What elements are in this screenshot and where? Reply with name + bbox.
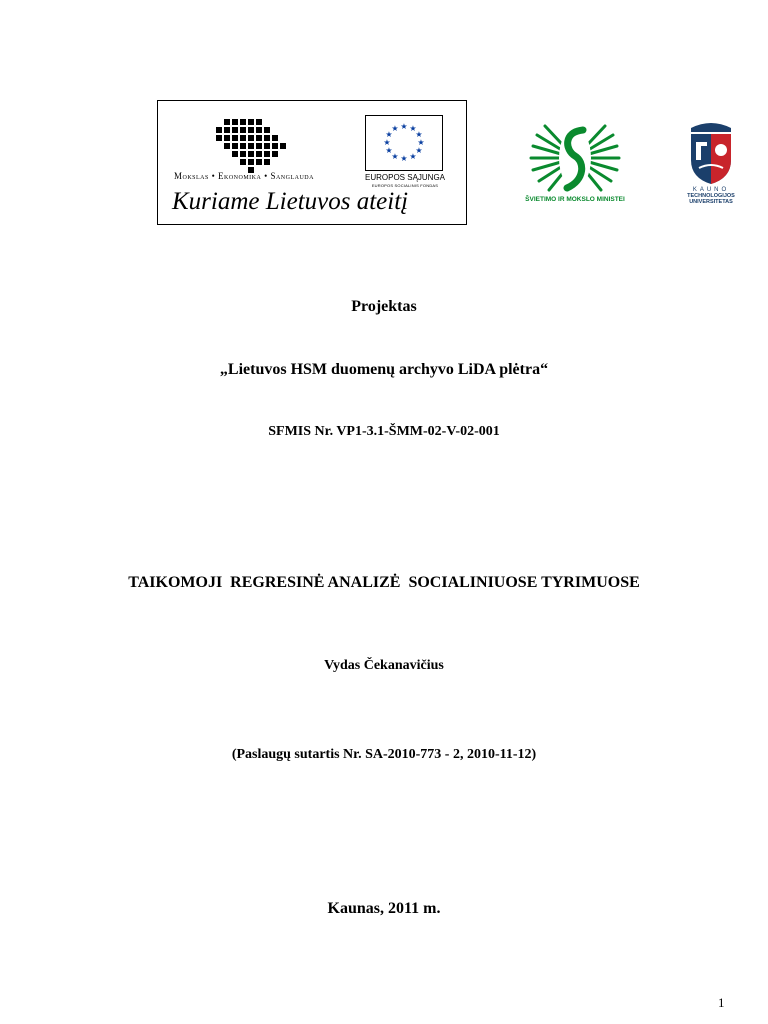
program-tagline: Mokslas • Ekonomika • Sanglauda bbox=[174, 171, 314, 181]
project-title: „Lietuvos HSM duomenų archyvo LiDA plėtra“ bbox=[219, 361, 549, 378]
svg-text:★: ★ bbox=[415, 146, 423, 155]
svg-text:★: ★ bbox=[400, 154, 408, 163]
eu-flag-icon bbox=[365, 115, 443, 171]
program-slogan: Kuriame Lietuvos ateitį bbox=[172, 188, 409, 215]
svg-text:★: ★ bbox=[415, 130, 423, 139]
page-number: 1 bbox=[718, 995, 725, 1010]
svg-text:★: ★ bbox=[383, 138, 391, 147]
svg-text:★: ★ bbox=[385, 146, 393, 155]
ktu-line-2: TECHNOLOGIJOS bbox=[687, 193, 735, 199]
ministry-logo-icon bbox=[523, 118, 627, 198]
svg-text:★: ★ bbox=[391, 124, 399, 133]
svg-text:★: ★ bbox=[417, 138, 425, 147]
document-main-title: TAIKOMOJI REGRESINĖ ANALIZĖ SOCIALINIUOSE TYRIMUOSE bbox=[128, 574, 640, 591]
place-and-year: Kaunas, 2011 m. bbox=[327, 900, 441, 917]
ktu-label bbox=[680, 187, 742, 205]
sfmis-number: SFMIS Nr. VP1-3.1-ŠMM-02-V-02-001 bbox=[268, 424, 500, 439]
svg-text:★: ★ bbox=[385, 130, 393, 139]
eu-label: EUROPOS SĄJUNGA bbox=[365, 173, 446, 182]
svg-text:★: ★ bbox=[409, 152, 417, 161]
ktu-crest-icon bbox=[685, 120, 737, 186]
ktu-line-1: KAUNO bbox=[692, 187, 730, 193]
svg-text:★: ★ bbox=[391, 152, 399, 161]
ktu-line-3: UNIVERSITETAS bbox=[689, 199, 733, 205]
author-name: Vydas Čekanavičius bbox=[324, 658, 444, 673]
project-heading: Projektas bbox=[351, 298, 417, 315]
ministry-label: ŠVIETIMO IR MOKSLO MINISTEI bbox=[525, 196, 625, 203]
contract-reference: (Paslaugų sutartis Nr. SA-2010-773 - 2, 2010-11-12) bbox=[231, 747, 537, 762]
program-logo-box bbox=[157, 100, 467, 225]
svg-text:★: ★ bbox=[409, 124, 417, 133]
eu-sublabel: EUROPOS SOCIALINIS FONDAS bbox=[371, 183, 439, 188]
svg-text:★: ★ bbox=[400, 122, 408, 131]
lithuania-map-icon bbox=[216, 117, 288, 173]
